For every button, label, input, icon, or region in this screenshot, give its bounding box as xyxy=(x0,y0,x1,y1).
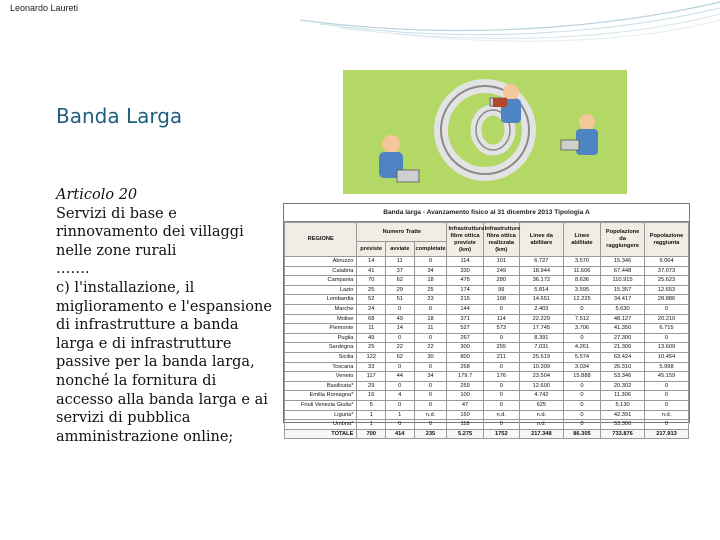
value-cell: 21.306 xyxy=(601,343,645,353)
value-cell: 20.210 xyxy=(645,314,689,324)
subheader-avviate: avviate xyxy=(385,242,414,257)
value-cell: 7.512 xyxy=(563,314,600,324)
value-cell: 110.915 xyxy=(601,276,645,286)
region-cell: Puglia xyxy=(285,333,357,343)
header-tratte: Numero Tratte xyxy=(357,223,447,242)
value-cell: 0 xyxy=(414,304,447,314)
value-cell: 475 xyxy=(447,276,483,286)
value-cell: 11 xyxy=(385,257,414,267)
value-cell: 2.403 xyxy=(519,304,563,314)
region-cell: Lombardia xyxy=(285,295,357,305)
table-row xyxy=(285,381,689,391)
value-cell: n.d. xyxy=(519,420,563,430)
value-cell: 114 xyxy=(447,257,483,267)
value-cell: 22 xyxy=(385,343,414,353)
value-cell: 26.310 xyxy=(601,362,645,372)
value-cell: 53.300 xyxy=(601,420,645,430)
value-cell: 34 xyxy=(414,266,447,276)
value-cell: 12.600 xyxy=(519,381,563,391)
value-cell: 179.7 xyxy=(447,372,483,382)
value-cell: 1 xyxy=(357,420,386,430)
table-row xyxy=(285,420,689,430)
value-cell: 28.886 xyxy=(645,295,689,305)
value-cell: 25 xyxy=(414,285,447,295)
value-cell: 18.944 xyxy=(519,266,563,276)
value-cell: 0 xyxy=(483,420,519,430)
value-cell: 5 xyxy=(357,400,386,410)
table-row xyxy=(285,352,689,362)
value-cell: 4 xyxy=(385,391,414,401)
value-cell: 41 xyxy=(357,266,386,276)
region-cell: Sardegna xyxy=(285,343,357,353)
table-total-row xyxy=(285,429,689,439)
header-popolazione-raggiunta: Popolazione raggiunta xyxy=(645,223,689,257)
value-cell: 0 xyxy=(414,391,447,401)
table-row xyxy=(285,362,689,372)
value-cell: 9.064 xyxy=(645,257,689,267)
value-cell: 5.814 xyxy=(519,285,563,295)
value-cell: 101 xyxy=(483,257,519,267)
region-cell: Lazio xyxy=(285,285,357,295)
region-cell: Calabria xyxy=(285,266,357,276)
value-cell: 235 xyxy=(414,429,447,439)
value-cell: 0 xyxy=(645,391,689,401)
article-heading: Articolo 20 xyxy=(56,187,138,203)
value-cell: 0 xyxy=(483,362,519,372)
value-cell: 0 xyxy=(563,304,600,314)
value-cell: 217.913 xyxy=(645,429,689,439)
table-caption: Banda larga - Avanzamento fisico al 31 dicembre 2013 Tipologia A xyxy=(284,204,689,222)
value-cell: 371 xyxy=(447,314,483,324)
table-row xyxy=(285,285,689,295)
value-cell: 14.651 xyxy=(519,295,563,305)
value-cell: 29 xyxy=(385,285,414,295)
region-cell: Veneto xyxy=(285,372,357,382)
header-infra-realizzata: Infrastrutture fibra ottica realizzata (km) xyxy=(483,223,519,257)
value-cell: 11 xyxy=(357,324,386,334)
region-cell: Basilicata* xyxy=(285,381,357,391)
subheader-previste: previste xyxy=(357,242,386,257)
value-cell: 30 xyxy=(414,352,447,362)
value-cell: 16 xyxy=(357,391,386,401)
value-cell: 174 xyxy=(447,285,483,295)
value-cell: 45.159 xyxy=(645,372,689,382)
value-cell: 27.300 xyxy=(601,333,645,343)
value-cell: 51 xyxy=(385,295,414,305)
header-infra-previste: Infrastruttura fibre ottica previste (km) xyxy=(447,223,483,257)
value-cell: 300 xyxy=(447,343,483,353)
value-cell: 700 xyxy=(357,429,386,439)
value-cell: 0 xyxy=(385,362,414,372)
value-cell: 10.454 xyxy=(645,352,689,362)
slide-body xyxy=(56,186,276,446)
value-cell: n.d. xyxy=(483,410,519,420)
data-table xyxy=(284,222,689,439)
value-cell: 117 xyxy=(357,372,386,382)
value-cell: 22.229 xyxy=(519,314,563,324)
value-cell: 100 xyxy=(447,391,483,401)
header-popolazione-da-raggiungere: Popolazione da raggiungere xyxy=(601,223,645,257)
value-cell: 573 xyxy=(483,324,519,334)
table-row xyxy=(285,295,689,305)
value-cell: 3.034 xyxy=(563,362,600,372)
table-row xyxy=(285,333,689,343)
value-cell: 11.306 xyxy=(601,391,645,401)
value-cell: 0 xyxy=(563,333,600,343)
value-cell: 3.570 xyxy=(563,257,600,267)
table-row xyxy=(285,343,689,353)
region-cell: Piemonte xyxy=(285,324,357,334)
value-cell: 11.606 xyxy=(563,266,600,276)
header-region: REGIONE xyxy=(285,223,357,257)
value-cell: 41.350 xyxy=(601,324,645,334)
value-cell: 0 xyxy=(483,391,519,401)
value-cell: 414 xyxy=(385,429,414,439)
value-cell: 14 xyxy=(385,324,414,334)
value-cell: 5.574 xyxy=(563,352,600,362)
value-cell: 6.715 xyxy=(645,324,689,334)
value-cell: 36.172 xyxy=(519,276,563,286)
table-row xyxy=(285,391,689,401)
value-cell: 625 xyxy=(519,400,563,410)
value-cell: 25 xyxy=(357,285,386,295)
author-label: Leonardo Laureti xyxy=(10,3,79,13)
value-cell: 0 xyxy=(563,381,600,391)
slide-title: Banda Larga xyxy=(56,104,183,128)
value-cell: 5.630 xyxy=(601,304,645,314)
value-cell: 0 xyxy=(385,333,414,343)
table-row xyxy=(285,400,689,410)
value-cell: 22 xyxy=(414,343,447,353)
value-cell: 144 xyxy=(447,304,483,314)
value-cell: 0 xyxy=(385,420,414,430)
value-cell: 4.261 xyxy=(563,343,600,353)
table-row xyxy=(285,257,689,267)
internet-clipart-image xyxy=(343,70,627,194)
region-cell: Emilia Romagna* xyxy=(285,391,357,401)
region-cell: Campania xyxy=(285,276,357,286)
value-cell: 62 xyxy=(385,276,414,286)
value-cell: 11 xyxy=(414,324,447,334)
value-cell: 0 xyxy=(645,333,689,343)
value-cell: 13.609 xyxy=(645,343,689,353)
value-cell: 267 xyxy=(447,333,483,343)
header-linee-da-abilitare: Linee da abilitare xyxy=(519,223,563,257)
value-cell: n.d. xyxy=(645,410,689,420)
region-cell: Molise xyxy=(285,314,357,324)
value-cell: 0 xyxy=(385,304,414,314)
header-linee-abilitate: Linee abilitate xyxy=(563,223,600,257)
value-cell: 118 xyxy=(447,420,483,430)
value-cell: 5.998 xyxy=(645,362,689,372)
value-cell: 330 xyxy=(447,266,483,276)
value-cell: 53.346 xyxy=(601,372,645,382)
table-row xyxy=(285,410,689,420)
region-cell: Sicilia xyxy=(285,352,357,362)
value-cell: 25.619 xyxy=(519,352,563,362)
value-cell: 0 xyxy=(414,333,447,343)
broadband-progress-table xyxy=(283,203,690,437)
value-cell: 0 xyxy=(563,400,600,410)
value-cell: 99 xyxy=(483,285,519,295)
value-cell: 800 xyxy=(447,352,483,362)
value-cell: 4.742 xyxy=(519,391,563,401)
value-cell: 0 xyxy=(385,381,414,391)
value-cell: 15.346 xyxy=(601,257,645,267)
value-cell: 0 xyxy=(563,410,600,420)
value-cell: 215 xyxy=(447,295,483,305)
value-cell: 67.448 xyxy=(601,266,645,276)
value-cell: 86.305 xyxy=(563,429,600,439)
value-cell: 8.391 xyxy=(519,333,563,343)
value-cell: 160 xyxy=(447,410,483,420)
value-cell: 29 xyxy=(357,381,386,391)
value-cell: 15.888 xyxy=(563,372,600,382)
value-cell: 25 xyxy=(357,343,386,353)
value-cell: 24 xyxy=(357,304,386,314)
value-cell: 37.073 xyxy=(645,266,689,276)
region-cell: TOTALE xyxy=(285,429,357,439)
value-cell: 0 xyxy=(414,362,447,372)
paragraph-services: Servizi di base e rinnovamento dei villaggi nelle zone rurali xyxy=(56,205,244,259)
value-cell: 0 xyxy=(645,381,689,391)
value-cell: 122 xyxy=(357,352,386,362)
value-cell: 12.653 xyxy=(645,285,689,295)
value-cell: 8.636 xyxy=(563,276,600,286)
value-cell: 259 xyxy=(447,381,483,391)
table-row xyxy=(285,266,689,276)
value-cell: 5.130 xyxy=(601,400,645,410)
value-cell: 49 xyxy=(385,314,414,324)
value-cell: 1 xyxy=(385,410,414,420)
value-cell: 0 xyxy=(563,391,600,401)
table-row xyxy=(285,304,689,314)
value-cell: 18 xyxy=(414,314,447,324)
decorative-swoosh xyxy=(0,0,720,60)
value-cell: 47 xyxy=(447,400,483,410)
value-cell: 527 xyxy=(447,324,483,334)
value-cell: 12.225 xyxy=(563,295,600,305)
value-cell: 1 xyxy=(357,410,386,420)
table-row xyxy=(285,314,689,324)
value-cell: 0 xyxy=(414,381,447,391)
value-cell: 10.399 xyxy=(519,362,563,372)
value-cell: 62 xyxy=(385,352,414,362)
value-cell: 0 xyxy=(483,333,519,343)
value-cell: 0 xyxy=(645,304,689,314)
value-cell: 14 xyxy=(357,257,386,267)
value-cell: 49 xyxy=(357,333,386,343)
value-cell: 18 xyxy=(414,276,447,286)
value-cell: 34.417 xyxy=(601,295,645,305)
value-cell: 20.302 xyxy=(601,381,645,391)
value-cell: 34 xyxy=(414,372,447,382)
value-cell: 733.876 xyxy=(601,429,645,439)
value-cell: 268 xyxy=(447,362,483,372)
region-cell: Liguria* xyxy=(285,410,357,420)
value-cell: 0 xyxy=(563,420,600,430)
value-cell: 0 xyxy=(645,420,689,430)
table-row xyxy=(285,372,689,382)
region-cell: Umbria* xyxy=(285,420,357,430)
region-cell: Abruzzo xyxy=(285,257,357,267)
value-cell: 0 xyxy=(645,400,689,410)
region-cell: Marche xyxy=(285,304,357,314)
value-cell: 249 xyxy=(483,266,519,276)
value-cell: 42.391 xyxy=(601,410,645,420)
value-cell: 280 xyxy=(483,276,519,286)
value-cell: 0 xyxy=(414,420,447,430)
value-cell: 70 xyxy=(357,276,386,286)
value-cell: 1752 xyxy=(483,429,519,439)
value-cell: 0 xyxy=(483,400,519,410)
value-cell: 0 xyxy=(483,381,519,391)
value-cell: 5.275 xyxy=(447,429,483,439)
value-cell: 63.424 xyxy=(601,352,645,362)
value-cell: 15.357 xyxy=(601,285,645,295)
value-cell: 211 xyxy=(483,352,519,362)
value-cell: 23 xyxy=(414,295,447,305)
value-cell: 7.031 xyxy=(519,343,563,353)
value-cell: 0 xyxy=(414,400,447,410)
value-cell: 25.623 xyxy=(645,276,689,286)
table-row xyxy=(285,276,689,286)
value-cell: 6.727 xyxy=(519,257,563,267)
value-cell: 217.348 xyxy=(519,429,563,439)
value-cell: 3.595 xyxy=(563,285,600,295)
value-cell: 52 xyxy=(357,295,386,305)
subheader-completate: completate xyxy=(414,242,447,257)
value-cell: 23.504 xyxy=(519,372,563,382)
value-cell: 48.127 xyxy=(601,314,645,324)
value-cell: 33 xyxy=(357,362,386,372)
value-cell: 9 xyxy=(414,257,447,267)
table-row xyxy=(285,324,689,334)
value-cell: 0 xyxy=(483,304,519,314)
value-cell: 114 xyxy=(483,314,519,324)
value-cell: 168 xyxy=(483,295,519,305)
paragraph-broadband: c) l'installazione, il miglioramento e l'espansione di infrastrutture a banda larga e di infrastrutture passive per la banda larga, nonché la fornitura di accesso alla banda larga e ai servizi di pubblica amministrazione online; xyxy=(56,279,272,445)
value-cell: 3.706 xyxy=(563,324,600,334)
value-cell: 255 xyxy=(483,343,519,353)
value-cell: 176 xyxy=(483,372,519,382)
value-cell: n.d. xyxy=(414,410,447,420)
value-cell: 68 xyxy=(357,314,386,324)
value-cell: 17.745 xyxy=(519,324,563,334)
value-cell: 37 xyxy=(385,266,414,276)
region-cell: Friuli Venezia Giulia* xyxy=(285,400,357,410)
value-cell: 44 xyxy=(385,372,414,382)
paragraph-ellipsis: ……. xyxy=(56,261,90,278)
value-cell: n.d. xyxy=(519,410,563,420)
region-cell: Toscana xyxy=(285,362,357,372)
value-cell: 0 xyxy=(385,400,414,410)
